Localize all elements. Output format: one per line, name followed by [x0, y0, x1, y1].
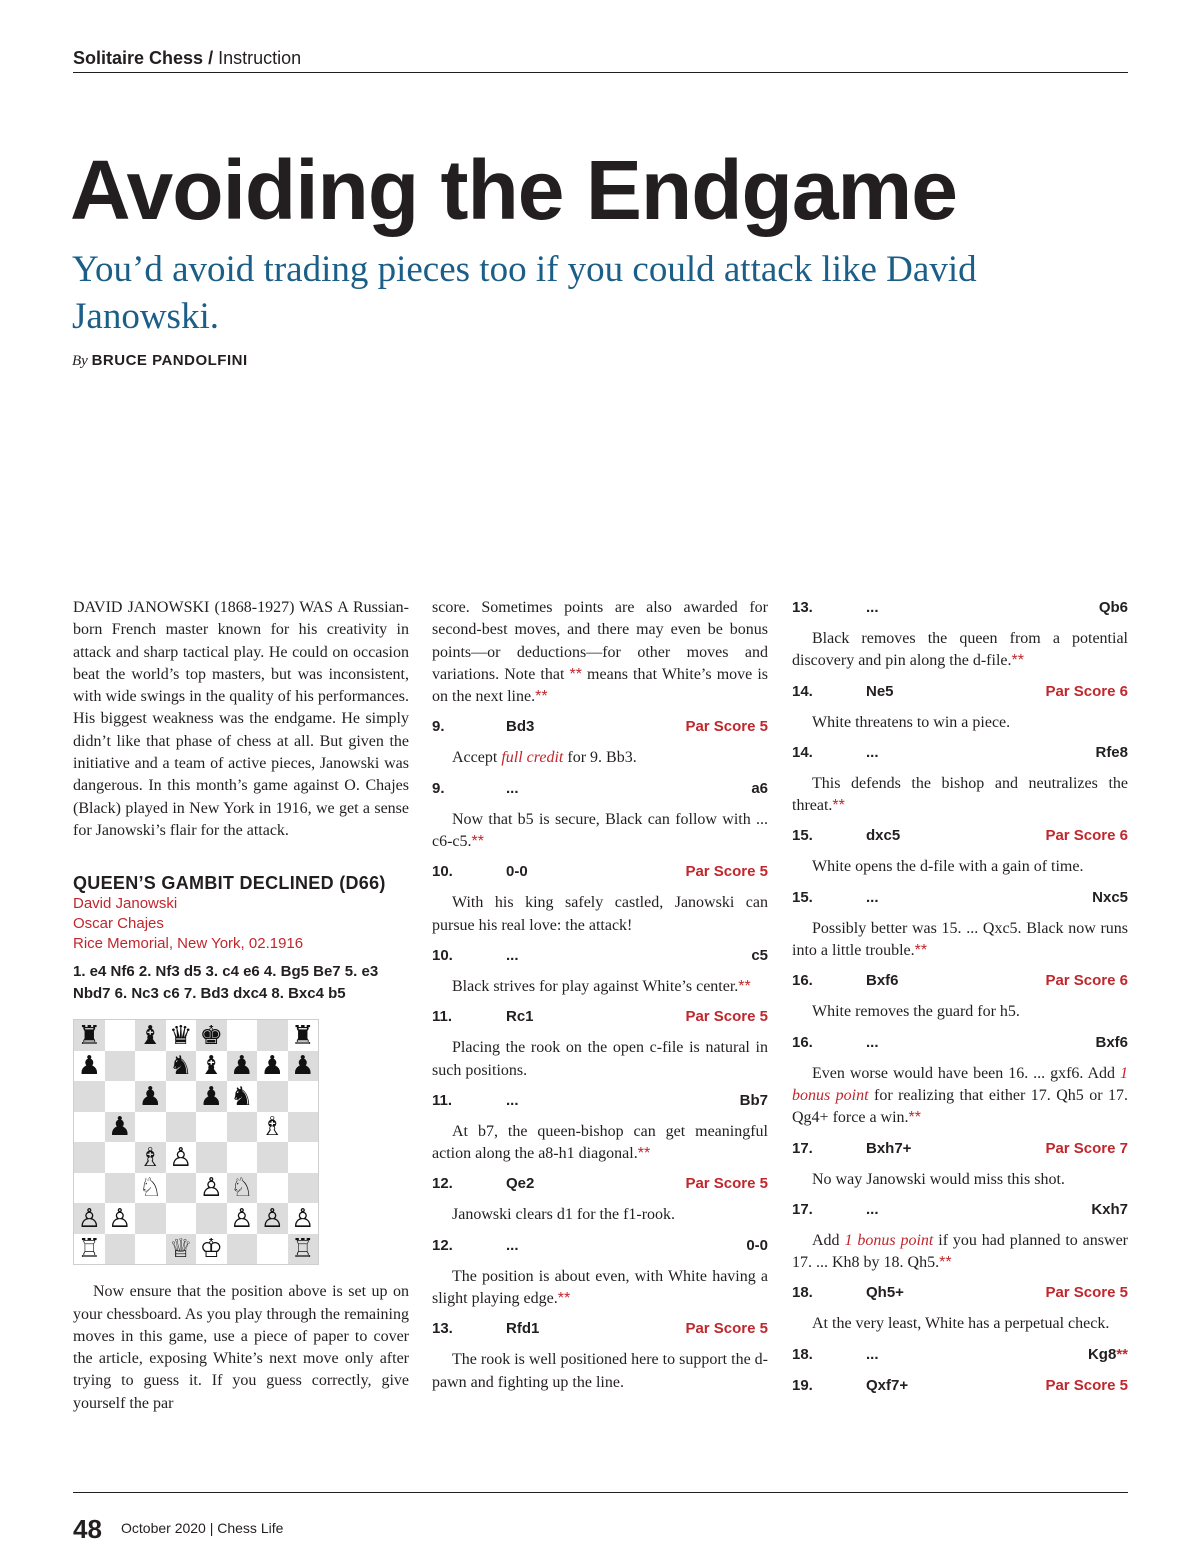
- square-a7: ♟: [74, 1051, 105, 1082]
- square-g2: ♙: [257, 1203, 288, 1234]
- square-d2: [166, 1203, 197, 1234]
- square-c6: ♟: [135, 1081, 166, 1112]
- instructions-text-a: score. Sometimes points are also awarded for second-best moves, and there may even be bonus points—or deductions—for other moves and variations. Note that: [432, 599, 768, 683]
- square-e5: [196, 1112, 227, 1143]
- move-comment: [432, 747, 768, 769]
- square-b1: [105, 1234, 136, 1265]
- square-b5: ♟: [105, 1112, 136, 1143]
- square-a6: [74, 1081, 105, 1112]
- comment-text: Even worse would have been 16. ... gxf6. Add: [812, 1064, 1120, 1082]
- move-number: 13.: [792, 599, 813, 616]
- stars-marker: **: [557, 1290, 571, 1308]
- section-category: Instruction: [218, 48, 302, 68]
- move-text: Qxf7+: [866, 1376, 909, 1394]
- square-g8: [257, 1020, 288, 1051]
- move-row-10-black: [432, 945, 768, 967]
- move-number: 19.: [792, 1376, 813, 1394]
- comment-text: Now that b5 is secure, Black can follow with ... c6-c5.: [432, 810, 768, 851]
- move-comment: No way Janowski would miss this shot.: [812, 1170, 1065, 1188]
- move-comment: [792, 628, 1128, 673]
- comment-text: for 9. Bb3.: [563, 749, 637, 767]
- game-event: Rice Memorial, New York, 02.1916: [73, 935, 304, 953]
- byline: [72, 352, 248, 370]
- move-number: 9.: [432, 779, 445, 797]
- instructions-text-b: means that White’s move is on the next line.: [432, 665, 769, 706]
- square-a5: [74, 1112, 105, 1143]
- move-row-13-white: [432, 1318, 768, 1340]
- par-score: Par Score 6: [1045, 827, 1128, 845]
- black-move: Bxf6: [1095, 1033, 1128, 1051]
- move-comment: [792, 1063, 1128, 1130]
- par-score: Par Score 6: [1045, 972, 1128, 990]
- move-comment: [432, 809, 768, 854]
- article-title: Avoiding the Endgame: [70, 143, 957, 237]
- section-separator: /: [203, 48, 219, 68]
- header-rule: [73, 72, 1128, 73]
- move-number: 10.: [432, 946, 453, 964]
- square-g3: [257, 1173, 288, 1204]
- intro-paragraph: DAVID JANOWSKI (1868-1927) WAS A Russian-born French master known for his creativity in attack and sharp tactical play. He could on occasion beat the world’s top masters, but was inconsistent, with wide swings in the quality of his performances. His biggest weakness was the endgame. He simply didn’t like that phase of chess at all. But given the initiative and a team of active pieces, Janowski was dangerous. In this month’s game against O. Chajes (Black) played in New York in 1916, we get a sense for Janowski’s flair for the attack.: [73, 599, 409, 839]
- square-a3: [74, 1173, 105, 1204]
- black-move: [1088, 1344, 1128, 1366]
- square-e3: ♙: [196, 1173, 227, 1204]
- section-header: [73, 48, 1128, 69]
- square-c4: ♗: [135, 1142, 166, 1173]
- instructions-paragraph: Now ensure that the position above is set up on your chessboard. As you play through the remaining moves in this game, use a piece of paper to cover the article, exposing White’s next move only after trying to guess it. If you guess correctly, give yourself the par: [73, 1283, 409, 1412]
- credit-highlight: full credit: [501, 749, 564, 767]
- move-text: ...: [866, 743, 879, 761]
- move-text: Bd3: [506, 718, 535, 736]
- move-comment: [792, 773, 1128, 818]
- move-row-12-black: [432, 1235, 768, 1257]
- move-row-16-white: [792, 970, 1128, 992]
- move-row-10-white: [432, 861, 768, 883]
- move-text: ...: [866, 888, 879, 906]
- stars-marker: **: [832, 797, 845, 815]
- section-name: Solitaire Chess: [73, 48, 204, 68]
- square-h1: ♖: [288, 1234, 319, 1265]
- stars-marker: **: [908, 1109, 921, 1127]
- square-e6: ♟: [196, 1081, 227, 1112]
- square-e7: ♝: [196, 1051, 227, 1082]
- move-text: ...: [866, 599, 879, 616]
- comment-text: This defends the bishop and neutralizes the threat.: [792, 774, 1128, 815]
- par-score: Par Score 5: [685, 718, 768, 736]
- chess-board: [73, 1019, 319, 1265]
- square-f3: ♘: [227, 1173, 258, 1204]
- move-text: dxc5: [866, 827, 901, 845]
- black-move: Qb6: [1098, 599, 1128, 616]
- byline-by: By: [72, 353, 88, 369]
- stars-marker: **: [569, 665, 582, 683]
- move-text: ...: [506, 1236, 519, 1254]
- par-score: Par Score 5: [1045, 1376, 1128, 1394]
- move-text: Bxh7+: [866, 1139, 912, 1157]
- par-score: Par Score 5: [685, 1008, 768, 1026]
- bonus-highlight: 1 bonus point: [792, 1064, 1128, 1104]
- square-d5: [166, 1112, 197, 1143]
- square-b8: [105, 1020, 136, 1051]
- stars-marker: **: [471, 833, 484, 851]
- square-g4: [257, 1142, 288, 1173]
- move-number: 16.: [792, 972, 813, 990]
- move-text: 0-0: [506, 863, 528, 881]
- square-d3: [166, 1173, 197, 1204]
- move-comment: White opens the d-file with a gain of time.: [812, 858, 1084, 876]
- move-text: ...: [506, 946, 519, 964]
- move-number: 11.: [432, 1091, 453, 1109]
- move-text: Qh5+: [866, 1284, 904, 1302]
- move-comment: With his king safely castled, Janowski can pursue his real love: the attack!: [432, 894, 768, 934]
- square-f5: [227, 1112, 258, 1143]
- comment-text: Possibly better was 15. ... Qxc5. Black now runs into a little trouble.: [792, 919, 1128, 960]
- par-score: Par Score 5: [685, 1175, 768, 1193]
- game-black-player: Oscar Chajes: [73, 915, 164, 933]
- black-move-text: Kg8: [1087, 1345, 1117, 1363]
- move-text: Rc1: [506, 1008, 534, 1026]
- square-a8: ♜: [74, 1020, 105, 1051]
- square-a2: ♙: [74, 1203, 105, 1234]
- comment-text: if you had planned to answer 17. ... Kh8 by 18. Qh5.: [792, 1231, 1128, 1272]
- square-a4: [74, 1142, 105, 1173]
- move-comment: Janowski clears d1 for the f1-rook.: [452, 1206, 676, 1224]
- move-text: Qe2: [506, 1175, 535, 1193]
- square-d1: ♕: [166, 1234, 197, 1265]
- move-number: 15.: [792, 888, 813, 906]
- square-f7: ♟: [227, 1051, 258, 1082]
- square-b4: [105, 1142, 136, 1173]
- par-score: Par Score 5: [1045, 1284, 1128, 1302]
- comment-text: The position is about even, with White having a slight playing edge.: [432, 1267, 768, 1308]
- square-h8: ♜: [288, 1020, 319, 1051]
- move-number: 9.: [432, 718, 445, 736]
- square-f8: [227, 1020, 258, 1051]
- square-b7: [105, 1051, 136, 1082]
- move-row-18-black: [792, 1344, 1128, 1366]
- move-number: 16.: [792, 1033, 813, 1051]
- move-number: 12.: [432, 1175, 453, 1193]
- black-move: a6: [751, 779, 768, 797]
- move-row-14-black: [792, 742, 1128, 764]
- square-f2: ♙: [227, 1203, 258, 1234]
- square-b3: [105, 1173, 136, 1204]
- move-comment: [432, 1266, 768, 1311]
- move-number: 15.: [792, 827, 813, 845]
- move-row-9-black: [432, 778, 768, 800]
- black-move: c5: [751, 946, 768, 964]
- move-row-14-white: [792, 681, 1128, 703]
- par-score: Par Score 6: [1045, 682, 1128, 700]
- game-white-player: David Janowski: [73, 895, 178, 913]
- bonus-highlight: 1 bonus point: [844, 1231, 934, 1249]
- move-comment: Placing the rook on the open c-file is natural in such positions.: [432, 1039, 768, 1079]
- square-c7: [135, 1051, 166, 1082]
- square-c3: ♘: [135, 1173, 166, 1204]
- page-number: 48: [73, 1514, 102, 1544]
- move-text: ...: [866, 1200, 879, 1218]
- square-d4: ♙: [166, 1142, 197, 1173]
- move-row-11-white: [432, 1006, 768, 1028]
- column-1: [73, 597, 409, 1415]
- move-number: 13.: [432, 1320, 453, 1338]
- footer-publication: October 2020 | Chess Life: [121, 1520, 284, 1536]
- instructions-continued: [432, 597, 768, 708]
- par-score: Par Score 7: [1045, 1139, 1128, 1157]
- stars-marker: **: [738, 977, 751, 995]
- move-row-17-white: [792, 1138, 1128, 1160]
- square-h2: ♙: [288, 1203, 319, 1234]
- square-h4: [288, 1142, 319, 1173]
- move-comment: The rook is well positioned here to support the d-pawn and fighting up the line.: [432, 1351, 768, 1391]
- par-score: Par Score 5: [685, 863, 768, 881]
- move-row-18-white: [792, 1282, 1128, 1304]
- comment-text: Accept: [452, 749, 502, 767]
- black-move: Bb7: [739, 1091, 768, 1109]
- square-h3: [288, 1173, 319, 1204]
- comment-text: Black strives for play against White’s center.: [452, 977, 739, 995]
- square-e1: ♔: [196, 1234, 227, 1265]
- square-e4: [196, 1142, 227, 1173]
- move-row-15-white: [792, 825, 1128, 847]
- square-b2: ♙: [105, 1203, 136, 1234]
- square-d7: ♞: [166, 1051, 197, 1082]
- move-row-13-black: [792, 597, 1128, 619]
- move-number: 11.: [432, 1008, 453, 1026]
- move-number: 18.: [792, 1345, 813, 1363]
- footer-rule: [73, 1492, 1128, 1493]
- square-a1: ♖: [74, 1234, 105, 1265]
- square-e8: ♚: [196, 1020, 227, 1051]
- square-c5: [135, 1112, 166, 1143]
- move-text: ...: [866, 1033, 879, 1051]
- column-2: [432, 597, 768, 1394]
- black-move: Kxh7: [1091, 1200, 1128, 1218]
- move-number: 17.: [792, 1139, 813, 1157]
- square-h6: [288, 1081, 319, 1112]
- move-comment: At the very least, White has a perpetual check.: [812, 1315, 1110, 1333]
- article-subtitle: You’d avoid trading pieces too if you could attack like David Janowski.: [72, 249, 977, 337]
- square-g6: [257, 1081, 288, 1112]
- move-text: Ne5: [866, 682, 894, 700]
- stars-marker: **: [535, 688, 548, 706]
- column-3: [792, 597, 1128, 1406]
- move-number: 17.: [792, 1200, 813, 1218]
- square-e2: [196, 1203, 227, 1234]
- move-number: 12.: [432, 1236, 453, 1254]
- move-comment: [432, 976, 768, 998]
- move-comment: [792, 1230, 1128, 1275]
- move-comment: [792, 918, 1128, 963]
- comment-text: for realizing that either 17. Qh5 or 17. Qg4+ force a win.: [792, 1086, 1128, 1127]
- move-text: ...: [506, 1091, 519, 1109]
- black-move: Nxc5: [1092, 888, 1128, 906]
- move-row-15-black: [792, 887, 1128, 909]
- move-text: ...: [866, 1345, 879, 1363]
- stars-marker: **: [1116, 1345, 1128, 1363]
- square-g7: ♟: [257, 1051, 288, 1082]
- square-h5: [288, 1112, 319, 1143]
- square-f6: ♞: [227, 1081, 258, 1112]
- move-number: 10.: [432, 863, 453, 881]
- move-number: 18.: [792, 1284, 813, 1302]
- move-comment: [432, 1121, 768, 1166]
- move-text: Rfd1: [506, 1320, 540, 1338]
- square-b6: [105, 1081, 136, 1112]
- move-text: ...: [506, 779, 519, 797]
- square-f4: [227, 1142, 258, 1173]
- move-comment: White threatens to win a piece.: [812, 713, 1011, 731]
- byline-author: BRUCE PANDOLFINI: [91, 352, 248, 369]
- par-score: Par Score 5: [685, 1320, 768, 1338]
- move-comment: White removes the guard for h5.: [812, 1003, 1020, 1021]
- square-c8: ♝: [135, 1020, 166, 1051]
- square-g1: [257, 1234, 288, 1265]
- move-number: 14.: [792, 743, 813, 761]
- square-c1: [135, 1234, 166, 1265]
- stars-marker: **: [637, 1145, 651, 1163]
- comment-text: Add: [812, 1231, 845, 1249]
- stars-marker: **: [1011, 652, 1024, 670]
- move-row-19-white: [792, 1375, 1128, 1397]
- black-move: 0-0: [746, 1236, 768, 1254]
- game-opening-moves: 1. e4 Nf6 2. Nf3 d5 3. c4 e6 4. Bg5 Be7 5. e3 Nbd7 6. Nc3 c6 7. Bd3 dxc4 8. Bxc4 b5: [73, 963, 379, 1003]
- black-move: Rfe8: [1095, 743, 1128, 761]
- move-row-17-black: [792, 1199, 1128, 1221]
- square-g5: ♗: [257, 1112, 288, 1143]
- square-d8: ♛: [166, 1020, 197, 1051]
- stars-marker: **: [914, 942, 928, 960]
- stars-marker: **: [939, 1254, 952, 1272]
- square-d6: [166, 1081, 197, 1112]
- move-number: 14.: [792, 682, 813, 700]
- square-f1: [227, 1234, 258, 1265]
- square-c2: [135, 1203, 166, 1234]
- move-row-12-white: [432, 1173, 768, 1195]
- square-h7: ♟: [288, 1051, 319, 1082]
- comment-text: At b7, the queen-bishop can get meaningful action along the a8-h1 diagonal.: [432, 1122, 768, 1163]
- move-text: Bxf6: [866, 972, 899, 990]
- move-row-9-white: [432, 716, 768, 738]
- comment-text: Black removes the queen from a potential discovery and pin along the d-file.: [792, 630, 1128, 670]
- move-row-11-black: [432, 1090, 768, 1112]
- game-opening: QUEEN’S GAMBIT DECLINED (D66): [73, 873, 386, 894]
- move-row-16-black: [792, 1032, 1128, 1054]
